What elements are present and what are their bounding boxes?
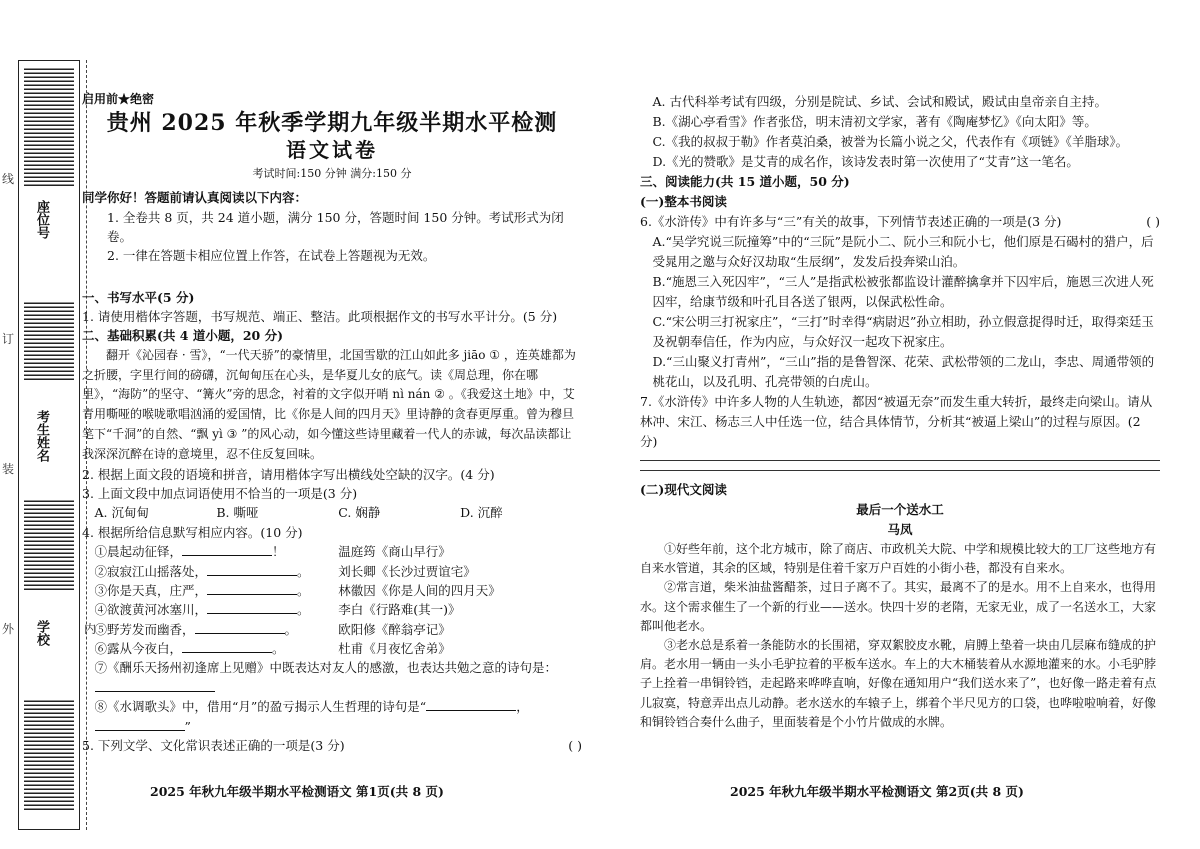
q5-option-a: A. 古代科举考试有四级，分别是院试、乡试、会试和殿试，殿试由皇帝亲自主持。 <box>652 94 1107 109</box>
q4-item: ④欲渡黄河冰塞川， 。 李白《行路难(其一)》 <box>94 602 461 618</box>
q4-list <box>82 542 582 658</box>
side-char-line: 线 <box>2 172 15 186</box>
story-author: 马凤 <box>887 522 913 537</box>
confidential-mark: 启用前★绝密 <box>82 92 155 106</box>
answer-line <box>640 460 1160 461</box>
q4-item: ②寂寂江山摇落处， 。 刘长卿《长沙过贾谊宅》 <box>94 563 476 579</box>
exam-title: 贵州 2025 年秋季学期九年级半期水平检测 <box>106 109 558 136</box>
question-5: 5. 下列文学、文化常识表述正确的一项是(3 分) ( ) <box>82 737 582 753</box>
q3-option-c: C. 娴静 <box>338 505 381 521</box>
q6-option-c: C.“宋公明三打祝家庄”，“三打”时幸得“病尉迟”孙立相助，孙立假意捉得时迁，取得栾廷玉及祝朝奉信任，作为内应，与众好汉一起攻下祝家庄。 <box>652 314 1154 349</box>
notice-item: 1. 全卷共 8 页，共 24 道小题，满分 150 分，答题时间 150 分钟。考试形式为闭卷。 <box>107 209 564 244</box>
section-reading: 三、阅读能力(共 15 道小题，50 分) <box>640 174 850 189</box>
story-paragraph: ③老水总是系着一条能防水的长围裙，穿双絮胶皮水靴，肩膊上垫着一块由几层麻布缝成的护肩。老水用一辆由一头小毛驴拉着的平板车送水。车上的大木桶装着从水源地灌来的水。小毛驴脖子上拴着一串铜铃铛，走起路来哗哗直响，好像在通知用户“我们送水来了”，也好像一路走着有点儿寂寞，特意弄出点儿动静。老水送水的车辕子上，绑着个半尺见方的口袋，也哗啦啦响着，好像和铜铃铛合奏什么曲子，里面装着是个小竹片做成的水牌。 <box>640 637 1157 729</box>
side-char-inner: 内 <box>84 622 97 636</box>
exam-subtitle: 语文试卷 <box>286 138 378 163</box>
seat-box <box>24 300 74 380</box>
q3-option-a: A. 沉甸甸 <box>94 505 149 521</box>
story-paragraph: ①好些年前，这个北方城市，除了商店、市政机关大院、中学和规模比较大的工厂这些地方有自来水管道，其余的区域，特别是住着千家万户百姓的小街小巷，都没有自来水。 <box>640 542 1157 576</box>
q5-option-d: D.《光的赞歌》是艾青的成名作，该诗发表时第一次使用了“艾青”这一笔名。 <box>652 154 1079 169</box>
reading-passage: 翻开《沁园春 · 雪》，“一代天骄”的豪情里，北国雪歇的江山如此多 jiāo ① ，连英雄都为之折腰，字里行间的磅礴，沉甸甸压在心头，是华夏儿女的底气。读《周总理，你在哪里》，“海防”的坚守、“篝火”旁的思念，衬着的文字似开哨 nì nán ② 。《我爱这土地》中，艾青用嘶哑的喉咙歌唱汹涌的爱国情，比《你是人间的四月天》里诗静的贪春更厚重。曾为穆旦笔下“千洞”的自然、“飘 yì ③ ”的风心动，如今懂这些诗里藏着一代人的赤诚，每次品读都让我深深沉醉在诗的意境里，忍不住反复回味。 <box>82 347 576 461</box>
story-paragraph: ②常言道，柴米油盐酱醋茶，过日子离不了。其实，最离不了的是水。用不上自来水，也得用水。这个需求催生了一个新的行业——送水。快四十岁的老隋，无家无业，成了一名送水工，大家都叫他老水。 <box>640 580 1157 633</box>
side-char-outer: 外 <box>2 622 15 636</box>
q5-option-c: C.《我的叔叔于勒》作者莫泊桑，被誉为长篇小说之父，代表作有《项链》《羊脂球》。 <box>652 134 1129 149</box>
left-footer: 2025 年秋九年级半期水平检测语文 第1页(共 8 页) <box>150 784 444 799</box>
binding-label-name: 考生姓名 <box>34 410 49 462</box>
question-6: 6.《水浒传》中有许多与“三”有关的故事，下列情节表述正确的一项是(3 分) ( ) <box>640 214 1160 229</box>
name-box <box>24 500 74 590</box>
subsection-modern-text: (二)现代文阅读 <box>640 482 727 497</box>
answer-line <box>640 470 1160 471</box>
right-page <box>640 92 1160 732</box>
question-2: 2. 根据上面文段的语境和拼音，请用楷体字写出横线处空缺的汉字。(4 分) <box>82 466 495 482</box>
question-7: 7.《水浒传》中许多人物的人生轨迹，都因“被逼无奈”而发生重大转折，最终走向梁山。请从林冲、宋江、杨志三人中任选一位，结合具体情节，分析其“被逼上梁山”的过程与原因。(2 分) <box>640 394 1153 449</box>
q3-options <box>82 503 582 522</box>
q3-option-b: B. 嘶哑 <box>216 505 259 521</box>
right-footer: 2025 年秋九年级半期水平检测语文 第2页(共 8 页) <box>730 784 1024 799</box>
section-basics: 二、基础积累(共 4 道小题，20 分) <box>82 328 283 344</box>
q4-item-7: ⑦《酬乐天扬州初逢席上见赠》中既表达对友人的感激，也表达共勉之意的诗句是： <box>94 660 558 676</box>
binding-label-school: 学校 <box>34 620 49 646</box>
q6-option-a: A.“吴学究说三阮撞筹”中的“三阮”是阮小二、阮小三和阮小七，他们原是石碣村的猎户，后受晁用之邀与众好汉劫取“生辰纲”，发发后投奔梁山泊。 <box>652 234 1154 269</box>
q4-item: ⑥露从今夜白， 。 杜甫《月夜忆舍弟》 <box>94 641 451 657</box>
q6-option-d: D.“三山聚义打青州”，“三山”指的是鲁智深、花荣、武松带领的二龙山，李忠、周通带领的桃花山，以及孔明、孔亮带领的白虎山。 <box>652 354 1155 389</box>
exam-room-box <box>24 66 74 186</box>
question-4: 4. 根据所给信息默写相应内容。(10 分) <box>82 524 303 540</box>
question-1: 1. 请使用楷体字答题，书写规范、端正、整洁。此项根据作文的书写水平计分。(5 分) <box>82 309 558 325</box>
school-box <box>24 700 74 810</box>
q4-item: ⑤野芳发而幽香， 。 欧阳修《醉翁亭记》 <box>94 621 451 637</box>
notice-item: 2. 一律在答题卡相应位置上作答，在试卷上答题视为无效。 <box>107 248 436 264</box>
q4-item: ③你是天真，庄严， 。 林徽因《你是人间的四月天》 <box>94 582 501 598</box>
side-char-bind: 订 <box>2 332 15 346</box>
q3-option-d: D. 沉醉 <box>460 505 503 521</box>
binding-label-seat: 座位号 <box>34 200 49 239</box>
question-3: 3. 上面文段中加点词语使用不恰当的一项是(3 分) <box>82 486 358 502</box>
q4-item: ①晨起动征铎， ！ 温庭筠《商山早行》 <box>94 544 451 560</box>
q6-option-b: B.“施恩三入死囚牢”，“三人”是指武松被张都监设计灌醉擒拿并下囚牢后，施恩三次进人死囚牢，给康节级和叶孔目各送了银两，以保武松性命。 <box>652 274 1154 309</box>
q4-item-8: ⑧《水调歌头》中，借用“月”的盈亏揭示人生哲理的诗句是“ ，” <box>94 699 529 734</box>
q5-option-b: B.《湖心亭看雪》作者张岱，明末清初文学家，著有《陶庵梦忆》《向太阳》等。 <box>652 114 1097 129</box>
story-title: 最后一个送水工 <box>856 502 944 517</box>
side-char-pack: 装 <box>2 462 15 476</box>
notice-heading: 同学你好！答题前请认真阅读以下内容： <box>82 190 308 206</box>
left-page <box>82 90 582 755</box>
exam-time-info: 考试时间:150 分钟 满分:150 分 <box>252 167 412 181</box>
subsection-whole-book: (一)整本书阅读 <box>640 194 727 209</box>
section-writing: 一、书写水平(5 分) <box>82 289 195 305</box>
